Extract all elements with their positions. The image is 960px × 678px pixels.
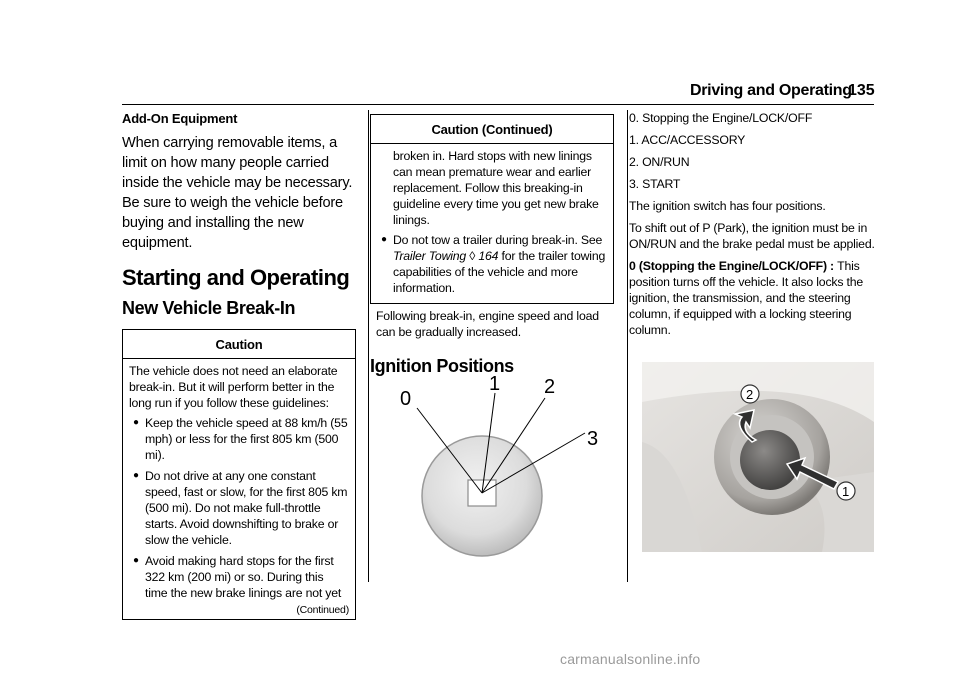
caution-bullet: ● Keep the vehicle speed at 88 km/h (55 mph) or less for the first 805 km (500 mi). — [133, 416, 348, 462]
ignition-positions-diagram — [382, 368, 608, 568]
caution-bullet-list — [129, 415, 349, 601]
bullet-icon: ● — [133, 555, 139, 566]
column-right — [629, 110, 879, 344]
position-item: 3. START — [629, 177, 681, 191]
label-position-1: 1 — [489, 373, 501, 395]
bullet-icon: ● — [381, 234, 387, 245]
column-middle — [370, 114, 614, 387]
column-divider-right — [627, 110, 628, 582]
page-ref-number[interactable]: 164 — [478, 249, 499, 263]
bullet-icon: ● — [133, 470, 139, 481]
caution-intro: The vehicle does not need an elaborate break-in. But it will perform better in the long run if you follow these guidelines: — [129, 364, 338, 410]
stop-label: 0 (Stopping the Engine/LOCK/OFF) : — [629, 259, 838, 273]
subsection-title: New Vehicle Break-In — [122, 298, 296, 318]
addon-paragraph: When carrying removable items, a limit on how many people carried inside the vehicle may be necessary. Be sure to weigh the vehicle before buying and installing the new equipment. — [122, 135, 353, 251]
caution-bullet: ● Do not tow a trailer during break-in. See Trailer Towing ◊ 164 for the trailer towing capabilities of the vehicle and more information. — [381, 233, 606, 295]
switch-paragraph: The ignition switch has four positions. — [629, 199, 826, 213]
ignition-photo — [642, 362, 874, 552]
label-position-3: 3 — [587, 428, 599, 450]
column-left — [122, 110, 356, 620]
caution-bullet: ● Do not drive at any one constant speed, fast or slow, for the first 805 km (500 mi). Do not make full-throttle starts. Avoid downshifting to brake or slow the vehicle. — [133, 469, 348, 547]
caution-continued-text: broken in. Hard stops with new linings can mean premature wear and earlier replacement. Follow this breaking-in guideline every time you get new brake linings. — [393, 149, 599, 227]
page-ref-icon: ◊ — [469, 249, 476, 263]
caution-box-continued — [370, 114, 614, 304]
caution-continued-title: Caution (Continued) — [371, 115, 613, 144]
section-title: Starting and Operating — [122, 265, 350, 290]
caution-title: Caution — [123, 330, 355, 359]
caution-box — [122, 329, 356, 620]
shift-paragraph: To shift out of P (Park), the ignition must be in ON/RUN and the brake pedal must be applied. — [629, 221, 875, 251]
bullet-icon: ● — [133, 417, 139, 428]
header-section-title: Driving and Operating — [690, 82, 852, 99]
continued-label: (Continued) — [296, 604, 349, 616]
caution-body — [123, 359, 355, 619]
caution-continued-body — [371, 144, 613, 303]
callout-1-label: 1 — [842, 484, 850, 499]
position-item: 1. ACC/ACCESSORY — [629, 133, 746, 147]
column-divider-left — [368, 110, 369, 582]
ignition-positions-title: Ignition Positions — [370, 356, 514, 376]
position-item: 0. Stopping the Engine/LOCK/OFF — [629, 111, 813, 125]
callout-2-label: 2 — [746, 387, 754, 402]
header-rule — [122, 104, 874, 105]
label-position-2: 2 — [544, 376, 556, 398]
position-item: 2. ON/RUN — [629, 155, 690, 169]
addon-heading: Add-On Equipment — [122, 111, 238, 126]
watermark: carmanualsonline.info — [560, 651, 701, 667]
caution-bullet: ● Avoid making hard stops for the first 322 km (200 mi) or so. During this time the new brake linings are not yet — [133, 554, 342, 600]
label-position-0: 0 — [400, 388, 412, 410]
stop-paragraph: 0 (Stopping the Engine/LOCK/OFF) : This position turns off the vehicle. It also locks the ignition, the transmission, and the steering column, if equipped with a locking steering column. — [629, 259, 863, 337]
caution-bullet-list — [377, 232, 607, 296]
page-number: 135 — [848, 82, 875, 99]
after-breakin-paragraph: Following break-in, engine speed and load can be gradually increased. — [376, 309, 599, 339]
trailer-towing-link[interactable]: Trailer Towing — [393, 249, 467, 263]
